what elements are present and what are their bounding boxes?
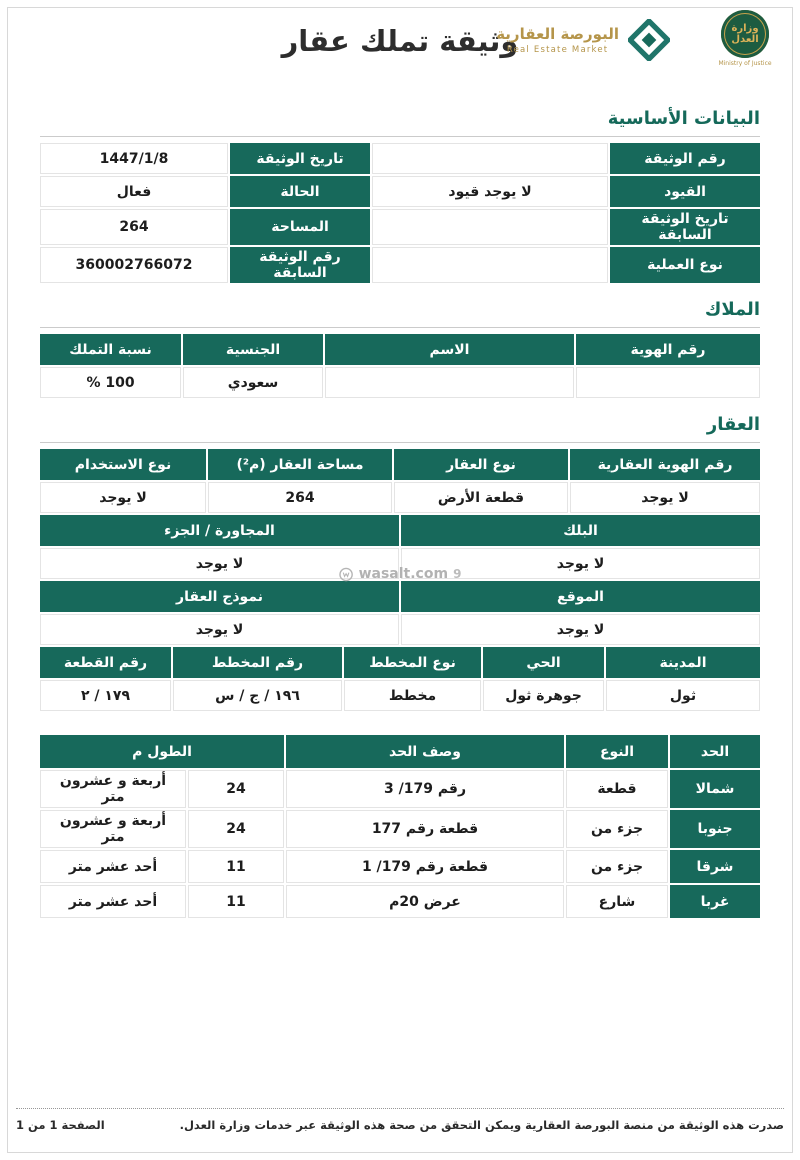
property-district-value: جوهرة ثول [483,680,604,711]
field-label-area: المساحة [230,209,370,245]
field-label-previous-document-date: تاريخ الوثيقة السابقة [610,209,760,245]
property-area-value: 264 [208,482,392,513]
property-header-real-estate-id: رقم الهوية العقارية [570,449,760,480]
rem-diamond-icon [628,19,670,61]
property-header-part: المجاورة / الجزء [40,515,399,546]
section-title-property: العقار [706,414,760,435]
property-header-city: المدينة [606,647,760,678]
ministry-of-justice-logo [716,10,774,67]
property-section [0,414,800,711]
logos [496,10,774,67]
property-header-location: الموقع [401,581,760,612]
property-location-table [40,581,760,645]
field-value-previous-document-date [372,209,608,245]
boundary-south-length-text: أربعة و عشرون متر [40,810,186,848]
boundary-west-type: شارع [566,885,668,918]
rem-name-english: Real Estate Market [506,45,609,55]
field-value-document-date: 1447/1/8 [40,143,228,174]
owner-nationality-value: سعودي [183,367,323,398]
boundary-east-description: قطعة رقم 179/ 1 [286,850,564,883]
boundary-south-label: جنوبا [670,810,760,848]
moj-name-arabic: وزارة العدل [731,22,759,45]
moj-seal-icon [721,10,769,58]
section-title-basic: البيانات الأساسية [607,108,760,129]
section-divider [40,327,760,328]
property-header-plan-number: رقم المخطط [173,647,342,678]
boundaries-header-length: الطول م [40,735,284,768]
boundary-west-label: غربا [670,885,760,918]
property-plan-number-value: ١٩٦ / ج / س [173,680,342,711]
footer-note: صدرت هذه الوثيقة من منصة البورصة العقارية ويمكن التحقق من صحة هذه الوثيقة عبر خدمات وزارة العدل. [179,1118,784,1132]
property-type-value: قطعة الأرض [394,482,568,513]
property-plot-number-value: ١٧٩ / ٢ [40,680,171,711]
owner-id-value [576,367,760,398]
boundary-south-length-number: 24 [188,810,284,848]
owner-name-value [325,367,574,398]
section-divider [40,136,760,137]
property-main-table [40,449,760,513]
owners-table [40,334,760,398]
owner-ownership-percent-value: 100 % [40,367,181,398]
boundary-south-description: قطعة رقم 177 [286,810,564,848]
boundary-west-description: عرض 20م [286,885,564,918]
wasalt-watermark [339,566,462,582]
boundaries-header-description: وصف الحد [286,735,564,768]
rem-text [496,25,619,55]
owners-header-ownership-percent: نسبة التملك [40,334,181,365]
field-value-operation-type [372,247,608,283]
owners-section [0,299,800,398]
wasalt-watermark-mark: 9 [453,567,462,581]
boundary-north-type: قطعة [566,770,668,808]
boundary-east-label: شرقا [670,850,760,883]
boundaries-table [40,735,760,918]
field-label-document-date: تاريخ الوثيقة [230,143,370,174]
basic-data-table [40,143,760,283]
page-number: الصفحة 1 من 1 [16,1118,105,1132]
boundary-north-length-text: أربعة و عشرون متر [40,770,186,808]
owners-header-id: رقم الهوية [576,334,760,365]
property-location-value: لا يوجد [401,614,760,645]
property-header-block: البلك [401,515,760,546]
field-label-operation-type: نوع العملية [610,247,760,283]
document-title: وثيقة تملك عقار [281,24,519,58]
real-estate-market-logo [496,19,670,61]
field-value-status: فعال [40,176,228,207]
boundary-east-type: جزء من [566,850,668,883]
property-header-plot-number: رقم القطعة [40,647,171,678]
property-part-value: لا يوجد [40,548,399,579]
field-value-restrictions: لا يوجد قيود [372,176,608,207]
property-header-area: مساحة العقار (م²) [208,449,392,480]
boundary-west-length-number: 11 [188,885,284,918]
boundaries-header-side: الحد [670,735,760,768]
field-label-restrictions: القيود [610,176,760,207]
document-footer [16,1108,784,1132]
document-header [0,0,800,92]
field-label-status: الحالة [230,176,370,207]
property-real-estate-id-value: لا يوجد [570,482,760,513]
moj-name-english: Ministry of Justice [718,60,772,67]
basic-data-section [0,108,800,283]
wasalt-icon [339,567,354,582]
field-value-area: 264 [40,209,228,245]
field-label-document-number: رقم الوثيقة [610,143,760,174]
boundary-north-length-number: 24 [188,770,284,808]
boundary-west-length-text: أحد عشر متر [40,885,186,918]
property-plan-type-value: مخطط [344,680,481,711]
property-header-district: الحي [483,647,604,678]
rem-name-arabic: البورصة العقارية [496,25,619,43]
section-divider [40,442,760,443]
field-label-previous-document-number: رقم الوثيقة السابقة [230,247,370,283]
property-header-model: نموذج العقار [40,581,399,612]
boundary-east-length-number: 11 [188,850,284,883]
boundaries-header-type: النوع [566,735,668,768]
boundary-south-type: جزء من [566,810,668,848]
property-header-usage: نوع الاستخدام [40,449,206,480]
boundary-east-length-text: أحد عشر متر [40,850,186,883]
owners-header-nationality: الجنسية [183,334,323,365]
property-block-value: لا يوجد [401,548,760,579]
boundary-north-label: شمالا [670,770,760,808]
boundary-north-description: رقم 179/ 3 [286,770,564,808]
property-model-value: لا يوجد [40,614,399,645]
field-value-previous-document-number: 360002766072 [40,247,228,283]
field-value-document-number [372,143,608,174]
property-city-value: ثول [606,680,760,711]
property-header-type: نوع العقار [394,449,568,480]
wasalt-watermark-text: wasalt.com [358,566,449,582]
section-title-owners: الملاك [704,299,760,320]
property-header-plan-type: نوع المخطط [344,647,481,678]
property-plan-table [40,647,760,711]
property-usage-value: لا يوجد [40,482,206,513]
owners-header-name: الاسم [325,334,574,365]
